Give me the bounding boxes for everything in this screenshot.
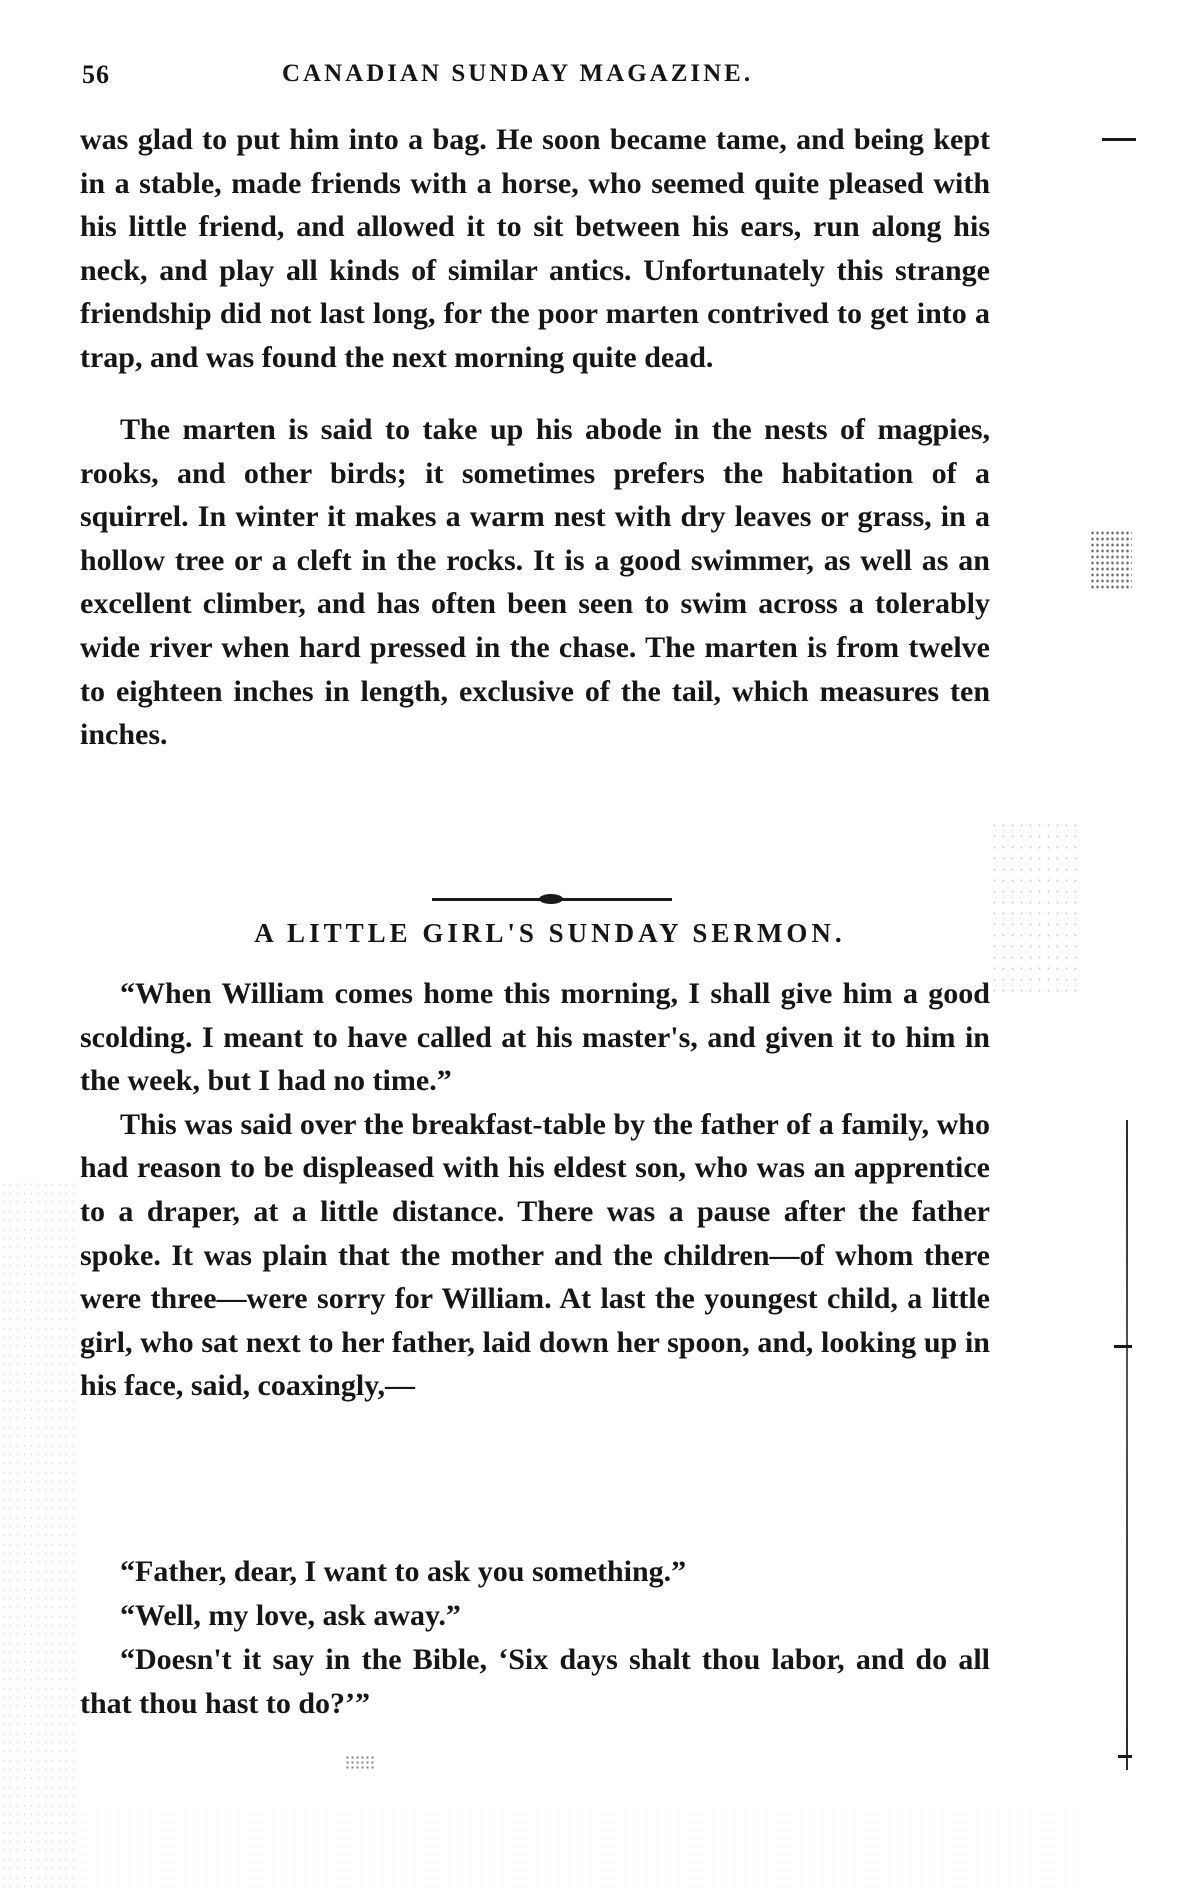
margin-mark [1102, 138, 1136, 141]
margin-tick [1118, 1755, 1132, 1758]
paragraph: This was said over the breakfast-table by the father of a family, who had reason to be displeased with his eldest son, who was an apprentice to a draper, at a little distance. There was a pause after the father spoke. It was plain that the mother and the children—of whom there were three—were sorry for William. At last the youngest child, a little girl, who sat next to her father, laid down her spoon, and, looking up in his face, said, coaxingly,— [80, 1107, 990, 1403]
paragraph: “When William comes home this morning, I shall give him a good scolding. I meant to have called at his master's, and given it to him in the week, but I had no time.” [80, 977, 990, 1098]
running-title: CANADIAN SUNDAY MAGAZINE. [282, 60, 754, 87]
marten-article-continued [80, 118, 990, 380]
sermon-article-body [80, 972, 990, 1408]
dialogue-line: “Doesn't it say in the Bible, ‘Six days shalt thou labor, and do all that thou hast to do?’” [80, 1643, 990, 1720]
margin-tick [1114, 1345, 1132, 1348]
scan-noise-left [0, 1180, 80, 1893]
dialogue-block [80, 1550, 990, 1726]
page-number: 56 [82, 60, 110, 89]
footer-ink-blot [345, 1755, 375, 1771]
paragraph: The marten is said to take up his abode in the nests of magpies, rooks, and other birds; it sometimes prefers the habitation of a squirrel. In winter it makes a warm nest with dry leaves or grass, in a hollow tree or a cleft in the rocks. It is a good swimmer, as well as an excellent climber, and has often been seen to swim across a tolerably wide river when hard pressed in the chase. The marten is from twelve to eighteen inches in length, exclusive of the tail, which measures ten inches. [80, 413, 990, 752]
page-header [82, 58, 982, 98]
section-divider-ornament [539, 894, 563, 904]
dialogue-line: “Well, my love, ask away.” [120, 1599, 461, 1632]
scan-noise-bottom [80, 1810, 1080, 1890]
margin-ink-blot [1090, 530, 1132, 590]
dialogue-line: “Father, dear, I want to ask you something.” [120, 1555, 687, 1588]
article-title: A LITTLE GIRL'S SUNDAY SERMON. [254, 918, 846, 948]
marten-article-habitat [80, 408, 990, 757]
scan-noise-right [990, 820, 1080, 1000]
paragraph: was glad to put him into a bag. He soon became tame, and being kept in a stable, made friends with a horse, who seemed quite pleased with his little friend, and allowed it to sit between his ears, run along his neck, and play all kinds of similar antics. Unfortunately this strange friendship did not last long, for the poor marten contrived to get into a trap, and was found the next morning quite dead. [80, 123, 990, 374]
binding-edge-line [1126, 1120, 1128, 1770]
